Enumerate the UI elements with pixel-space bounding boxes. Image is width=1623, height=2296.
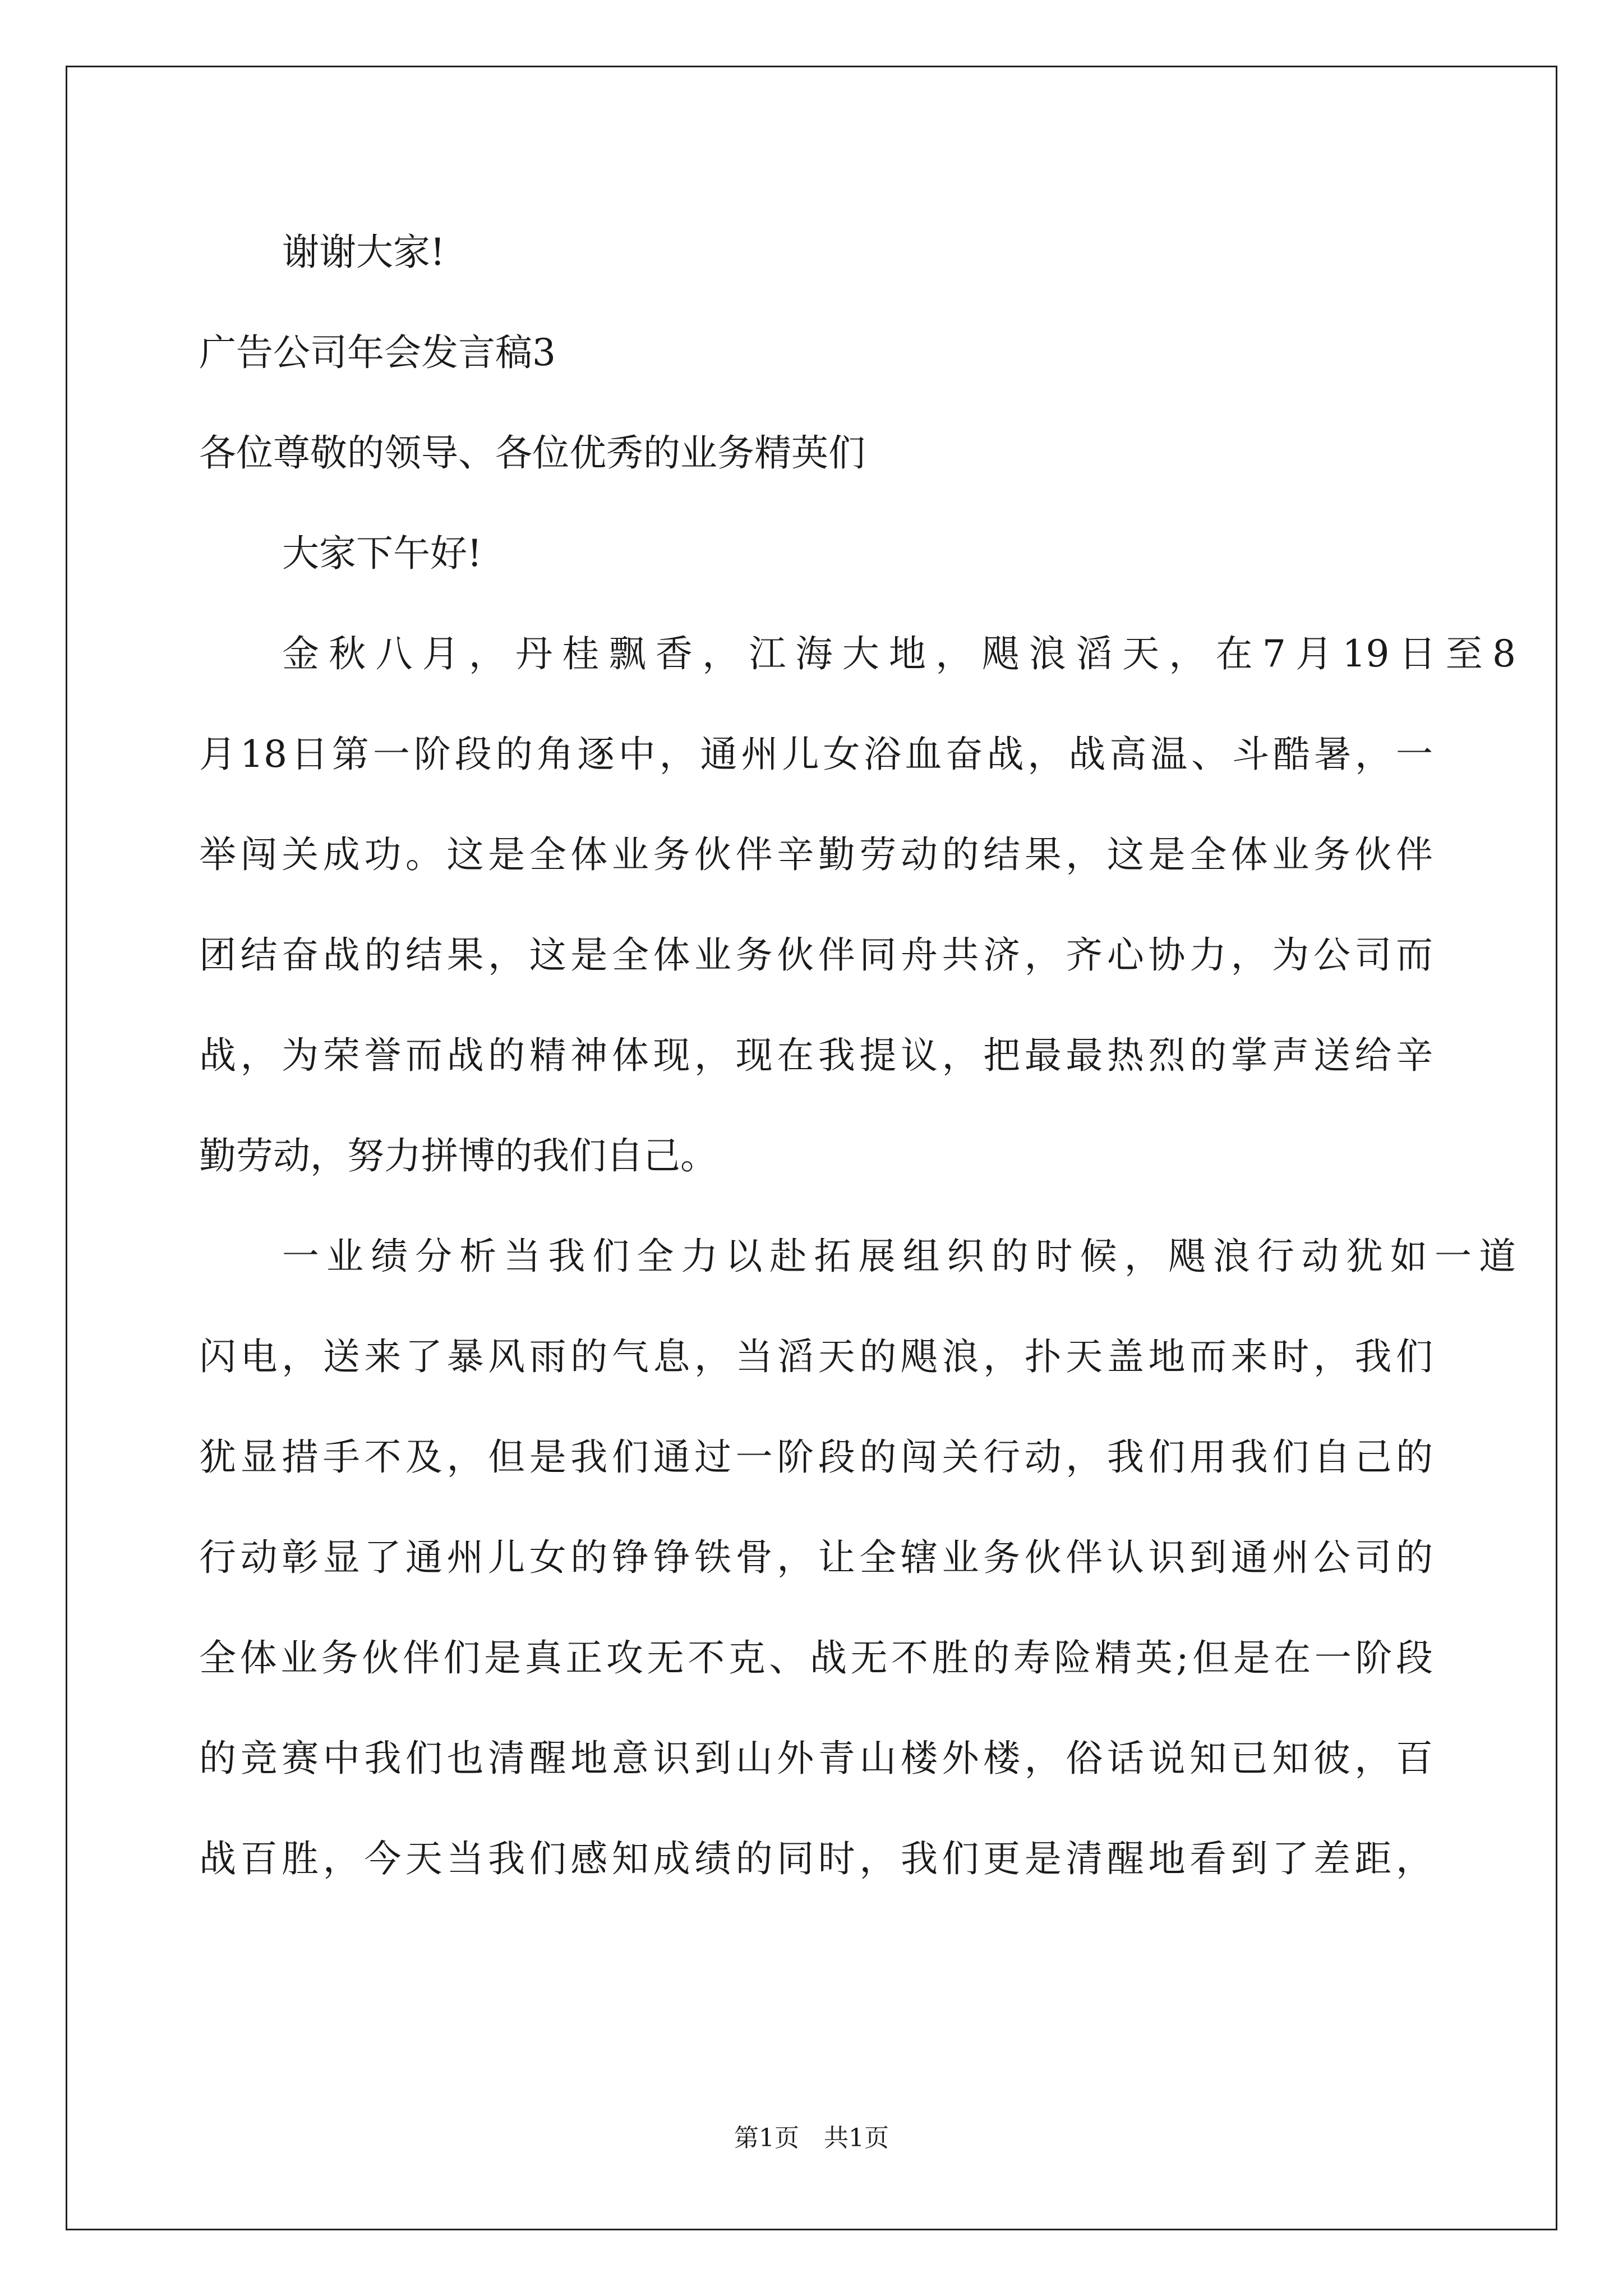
salutation: 各位尊敬的领导、各位优秀的业务精英们 [199,431,865,475]
page-number-current: 第1页 [734,2124,799,2152]
paragraph-line: 月18日第一阶段的角逐中，通州儿女浴血奋战，战高温、斗酷暑，一 [199,733,1433,776]
greeting: 大家下午好! [282,532,482,575]
paragraph-line: 团结奋战的结果，这是全体业务伙伴同舟共济，齐心协力，为公司而 [199,933,1433,977]
paragraph-line: 一业绩分析当我们全力以赴拓展组织的时候，飓浪行动犹如一道 [282,1235,1516,1278]
paragraph-line: 勤劳动，努力拼博的我们自己。 [199,1134,717,1177]
document-body [199,202,1516,1909]
paragraph-line: 的竞赛中我们也清醒地意识到山外青山楼外楼，俗话说知已知彼，百 [199,1737,1433,1780]
paragraph-line: 行动彰显了通州儿女的铮铮铁骨，让全辖业务伙伴认识到通州公司的 [199,1536,1433,1579]
paragraph-line: 全体业务伙伴们是真正攻无不克、战无不胜的寿险精英;但是在一阶段 [199,1636,1433,1680]
paragraph-line: 金秋八月，丹桂飘香，江海大地，飓浪滔天，在7月19日至8 [282,632,1516,675]
paragraph-line: 闪电，送来了暴风雨的气息，当滔天的飓浪，扑天盖地而来时，我们 [199,1335,1433,1378]
section-title: 广告公司年会发言稿3 [199,331,556,374]
closing-thanks: 谢谢大家! [282,231,445,274]
paragraph-line: 战，为荣誉而战的精神体现，现在我提议，把最最热烈的掌声送给辛 [199,1034,1433,1077]
page-number-total: 共1页 [824,2124,889,2152]
page-footer [0,2122,1623,2155]
paragraph-line: 犹显措手不及，但是我们通过一阶段的闯关行动，我们用我们自己的 [199,1435,1433,1479]
paragraph-line: 举闯关成功。这是全体业务伙伴辛勤劳动的结果，这是全体业务伙伴 [199,833,1433,876]
paragraph-line: 战百胜，今天当我们感知成绩的同时，我们更是清醒地看到了差距， [199,1837,1433,1880]
